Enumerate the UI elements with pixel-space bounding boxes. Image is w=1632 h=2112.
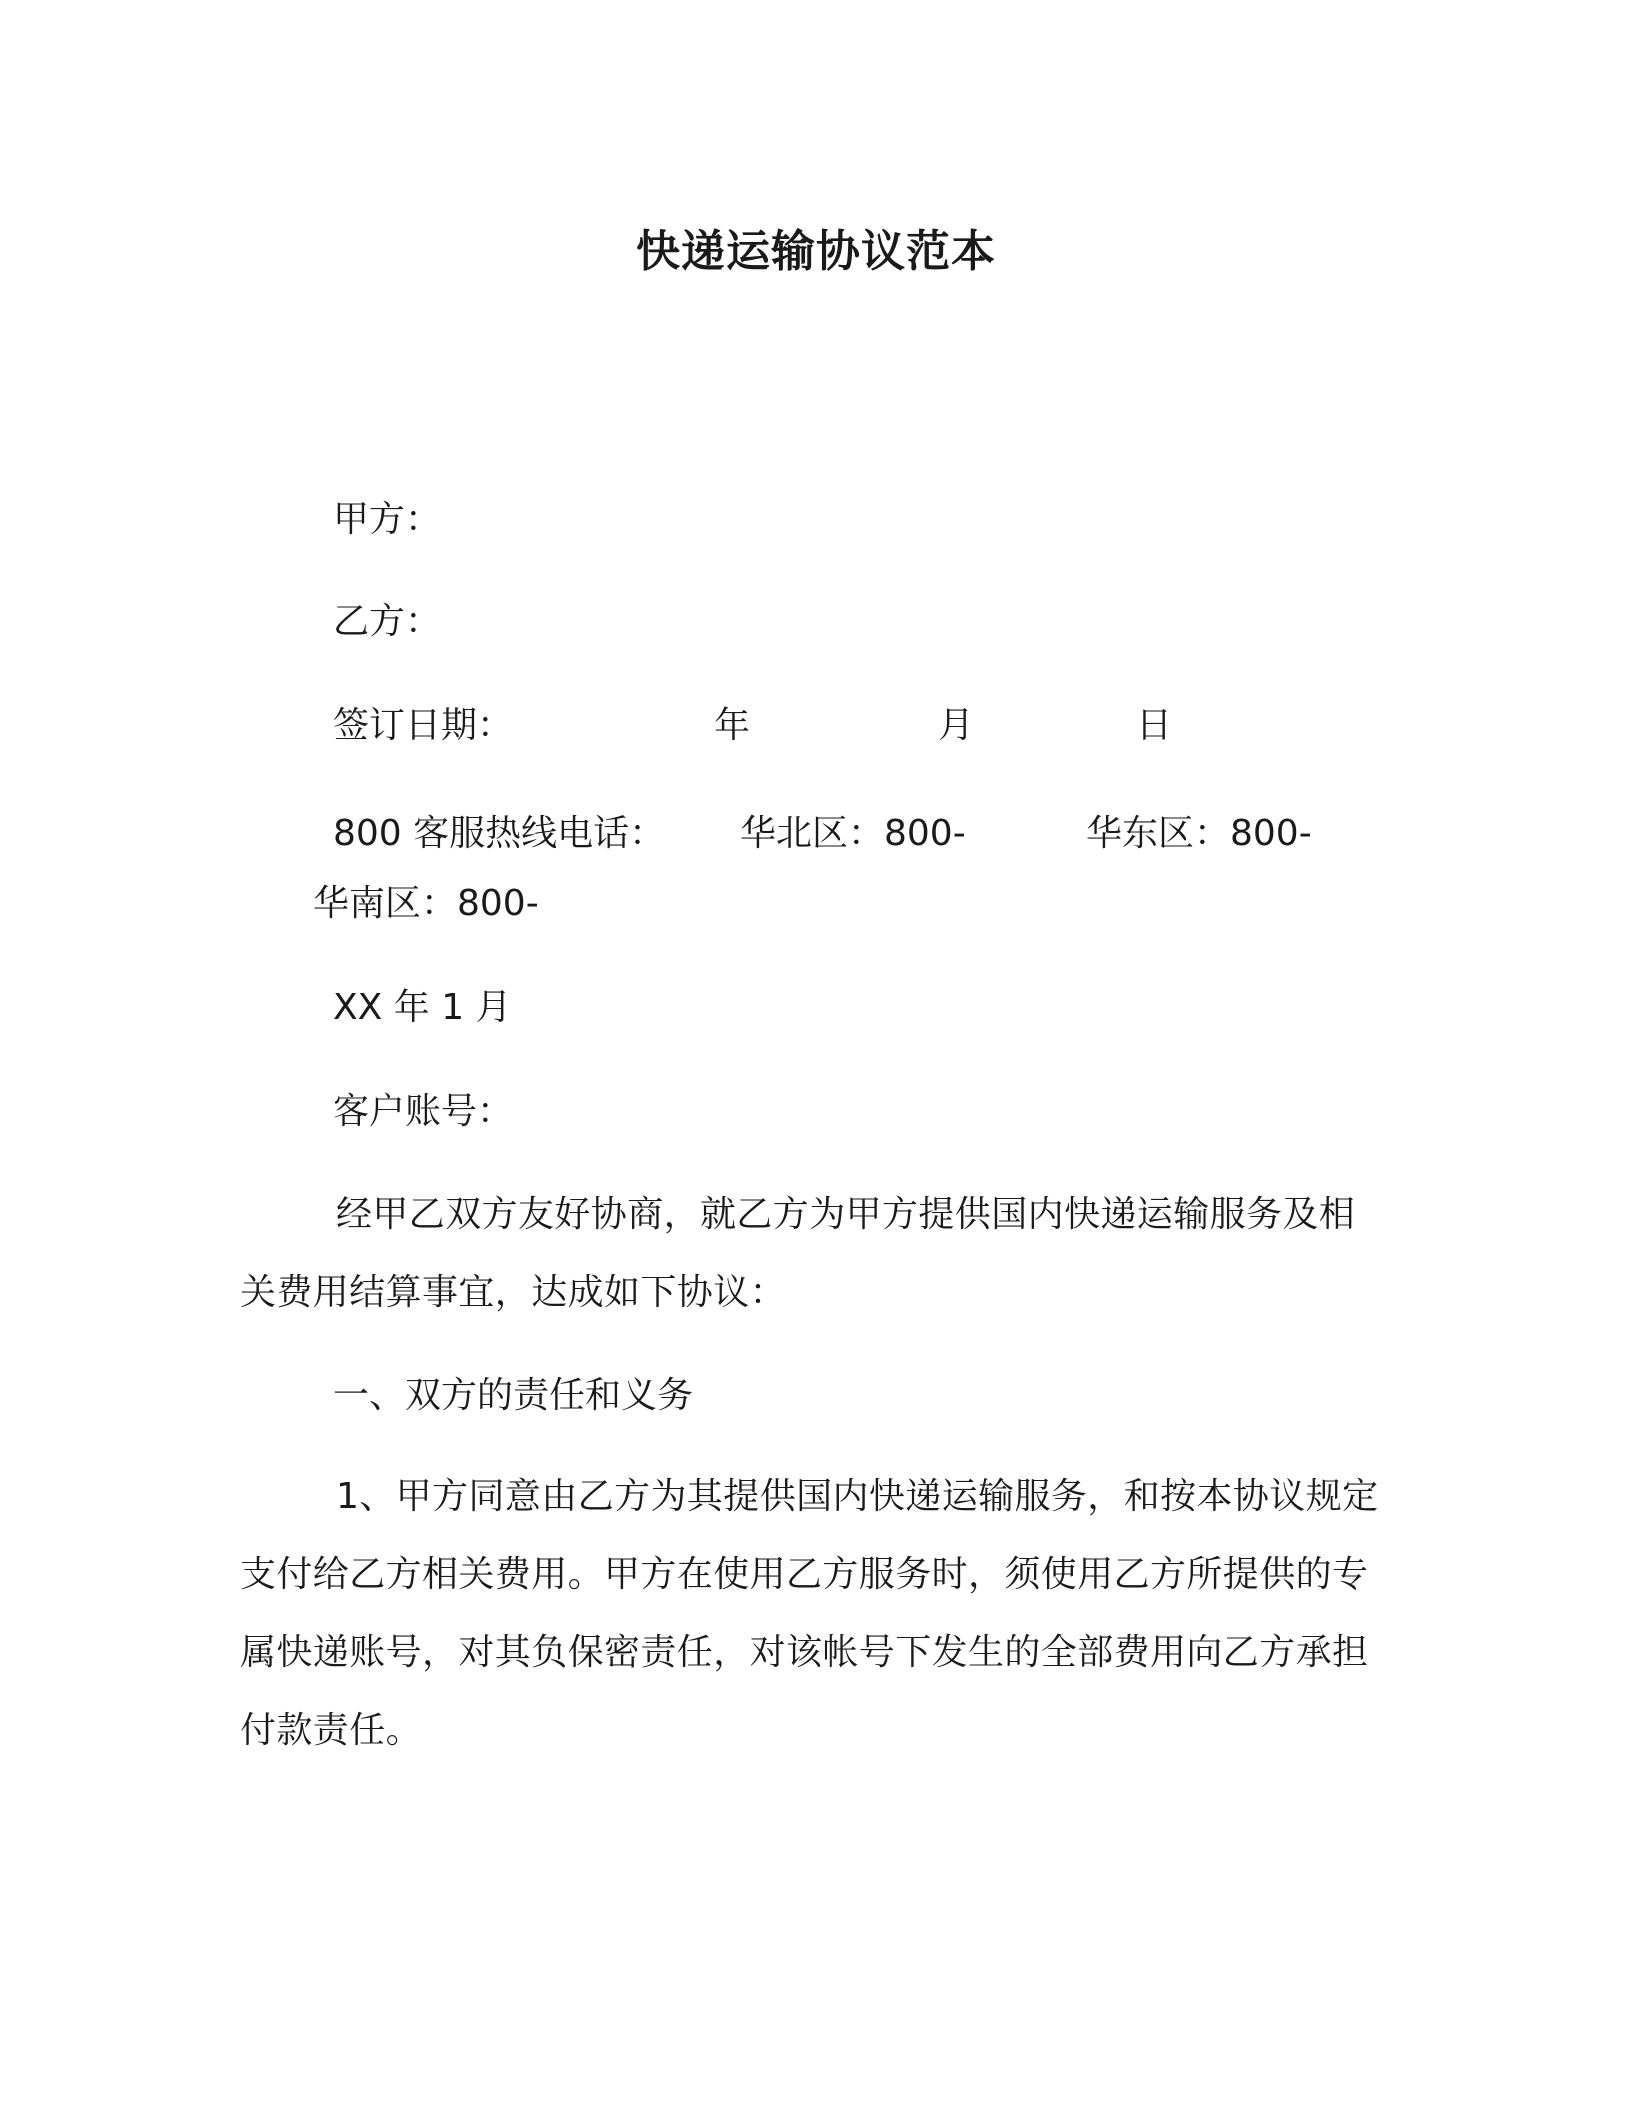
- date-line: XX 年 1 月: [333, 987, 512, 1028]
- hotline-label: 800 客服热线电话：: [333, 813, 666, 854]
- party-a-label: 甲方：: [333, 499, 442, 540]
- sign-date-day: 日: [1136, 705, 1173, 746]
- hotline-north: 华北区：800-: [740, 813, 966, 854]
- sign-date-month: 月: [938, 705, 975, 746]
- hotline-east: 华东区：800-: [1086, 813, 1312, 854]
- sign-date-line: [0, 702, 1632, 750]
- sign-date-year: 年: [714, 705, 751, 746]
- sign-date-label: 签订日期：: [333, 705, 514, 746]
- account-label: 客户账号：: [333, 1091, 514, 1132]
- party-b-label: 乙方：: [333, 601, 442, 642]
- clause-paragraph: 1、甲方同意由乙方为其提供国内快递运输服务，和按本协议规定支付给乙方相关费用。甲方在使用乙方服务时，须使用乙方所提供的专属快递账号，对其负保密责任，对该帐号下发生的全部费用向乙方承担付款责任。: [240, 1476, 1379, 1751]
- document-title: 快递运输协议范本: [636, 226, 996, 277]
- section-heading: 一、双方的责任和义务: [333, 1375, 694, 1416]
- hotline-south: 华南区：800-: [313, 883, 539, 924]
- intro-paragraph: 经甲乙双方友好协商，就乙方为甲方提供国内快递运输服务及相关费用结算事宜，达成如下协议：: [240, 1194, 1356, 1313]
- hotline-line: [0, 810, 1632, 858]
